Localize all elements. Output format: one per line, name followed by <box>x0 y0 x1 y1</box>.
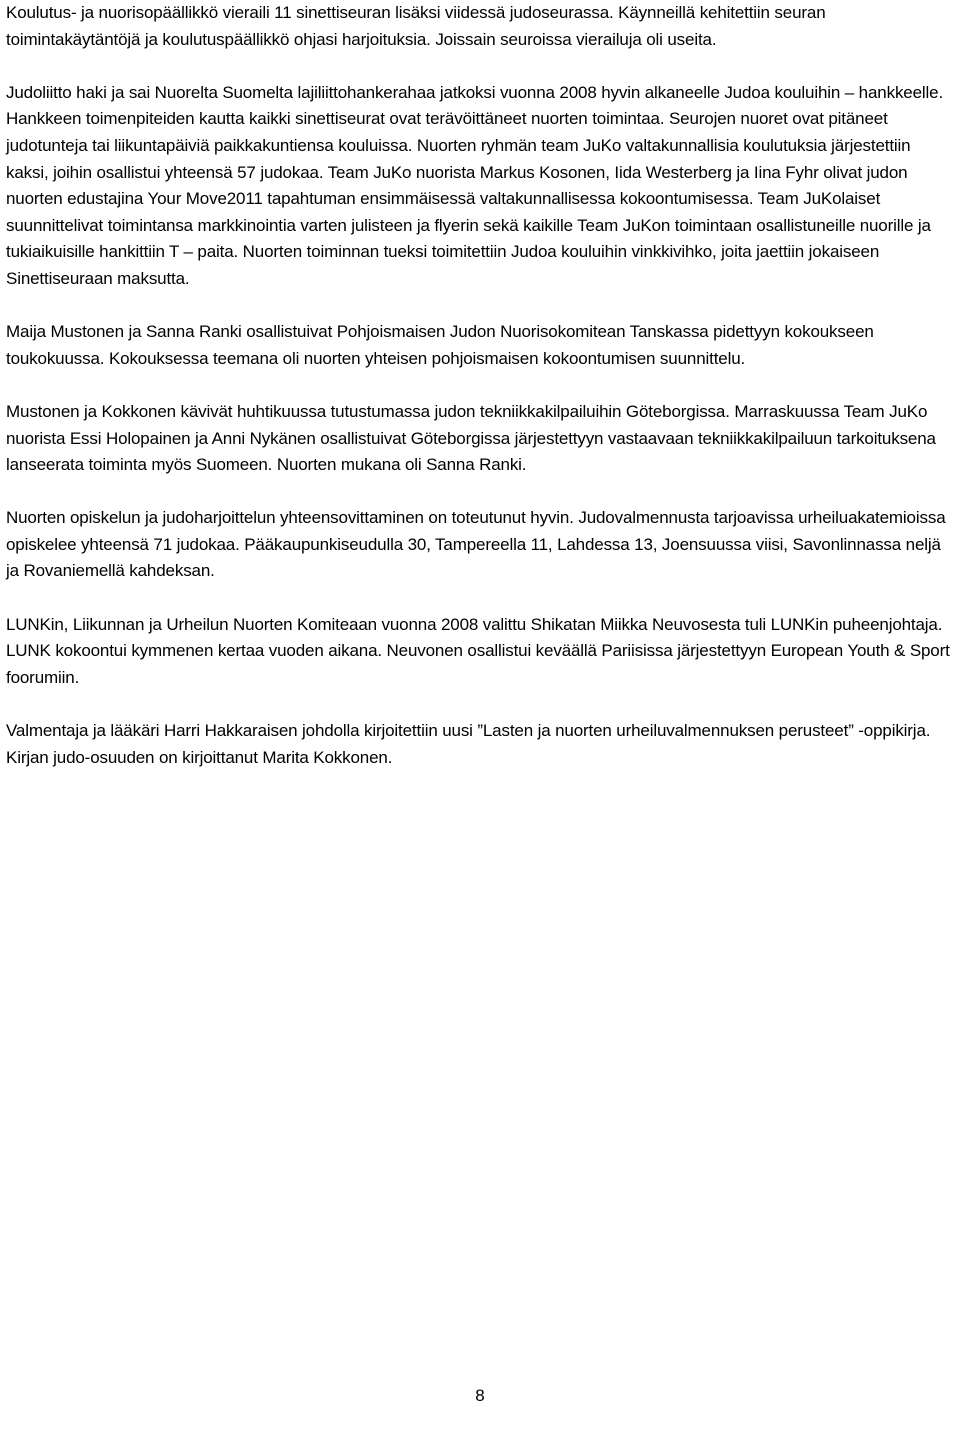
paragraph-oppikirja: Valmentaja ja lääkäri Harri Hakkaraisen johdolla kirjoitettiin uusi ”Lasten ja nuorten urheiluvalmennuksen perusteet” -oppikirja. Kirjan judo-osuuden on kirjoittanut Marita Kokkonen. <box>6 721 931 767</box>
paragraph-spacer <box>6 691 956 718</box>
paragraph-spacer <box>6 53 956 80</box>
paragraph-judoa-kouluihin: Judoliitto haki ja sai Nuorelta Suomelta lajiliittohankerahaa jatkoksi vuonna 2008 hyvin alkaneelle Judoa kouluihin – hankkeelle. Hankkeen toimenpiteiden kautta kaikki sinettiseurat ovat terävöittäneet nuorten toimintaa. Seurojen nuoret ovat pitäneet judotunteja tai liikuntapäiviä paikkakuntiensa kouluissa. Nuorten ryhmän team JuKo valtakunnallisia koulutuksia järjestettiin kaksi, joihin osallistui yhteensä 57 judokaa. Team JuKo nuorista Markus Kosonen, Iida Westerberg ja Iina Fyhr olivat judon nuorten edustajina Your Move2011 tapahtuman ensimmäisessä valtakunnallisessa kokoontumisessa. Team JuKolaiset suunnittelivat toimintansa markkinointia varten julisteen ja flyerin sekä kaikille Team JuKon toimintaan osallistuneille nuorille ja tukiaikuisille hankittiin T – paita. Nuorten toiminnan tueksi toimitettiin Judoa kouluihin vinkkivihko, joita jaettiin jokaiseen Sinettiseuraan maksutta. <box>6 82 944 288</box>
paragraph-pohjoismainen: Maija Mustonen ja Sanna Ranki osallistuivat Pohjoismaisen Judon Nuorisokomitean Tanskassa pidettyyn kokoukseen toukokuussa. Kokouksessa teemana oli nuorten yhteisen pohjoismaisen kokoontumisen suunnittelu. <box>6 322 874 368</box>
paragraph-spacer <box>6 372 956 399</box>
paragraph-koulutus: Koulutus- ja nuorisopäällikkö vieraili 11 sinettiseuran lisäksi viidessä judoseurassa. Käynneillä kehitettiin seuran toimintakäytäntöjä ja koulutuspäällikkö ohjasi harjoituksia. Joissain seuroissa vierailuja oli useita. <box>6 3 826 49</box>
paragraph-spacer <box>6 293 956 320</box>
document-body <box>6 0 956 771</box>
paragraph-spacer <box>6 585 956 612</box>
paragraph-lunk: LUNKin, Liikunnan ja Urheilun Nuorten Komiteaan vuonna 2008 valittu Shikatan Miikka Neuvosesta tuli LUNKin puheenjohtaja. LUNK kokoontui kymmenen kertaa vuoden aikana. Neuvonen osallistui keväällä Pariisissa järjestettyyn European Youth & Sport foorumiin. <box>6 614 950 687</box>
paragraph-goteborg: Mustonen ja Kokkonen kävivät huhtikuussa tutustumassa judon tekniikkakilpailuihin Göteborgissa. Marraskuussa Team JuKo nuorista Essi Holopainen ja Anni Nykänen osallistuivat Göteborgissa järjestettyyn vastaavaan tekniikkakilpailuun tarkoituksena lanseerata toiminta myös Suomeen. Nuorten mukana oli Sanna Ranki. <box>6 401 936 475</box>
page-number: 8 <box>475 1386 485 1405</box>
paragraph-spacer <box>6 479 956 506</box>
paragraph-urheiluakatemiat: Nuorten opiskelun ja judoharjoittelun yhteensovittaminen on toteutunut hyvin. Judovalmennusta tarjoavissa urheiluakatemioissa opiskelee yhteensä 71 judokaa. Pääkaupunkiseudulla 30, Tampereella 11, Lahdessa 13, Joensuussa viisi, Savonlinnassa neljä ja Rovaniemellä kahdeksan. <box>6 508 946 581</box>
